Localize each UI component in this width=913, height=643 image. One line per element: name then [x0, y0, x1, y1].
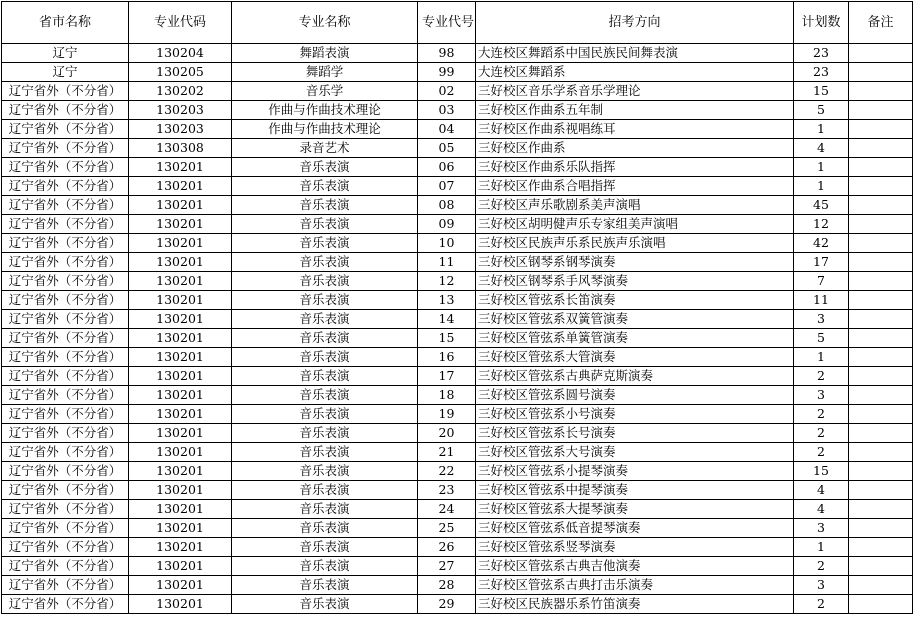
cell-major-name: 音乐表演 — [232, 329, 418, 348]
table-row — [2, 329, 913, 348]
cell-major-id: 24 — [418, 500, 476, 519]
cell-province: 辽宁省外（不分省） — [2, 348, 129, 367]
cell-plan-count: 1 — [794, 120, 849, 139]
cell-direction: 三好校区声乐歌剧系美声演唱 — [476, 196, 794, 215]
cell-remarks — [849, 44, 913, 63]
header-major-name: 专业名称 — [232, 2, 418, 44]
cell-major-id: 09 — [418, 215, 476, 234]
cell-major-name: 作曲与作曲技术理论 — [232, 101, 418, 120]
table-row — [2, 519, 913, 538]
cell-remarks — [849, 196, 913, 215]
cell-plan-count: 1 — [794, 158, 849, 177]
cell-province: 辽宁省外（不分省） — [2, 443, 129, 462]
cell-plan-count: 3 — [794, 310, 849, 329]
cell-major-code: 130205 — [129, 63, 232, 82]
cell-province: 辽宁省外（不分省） — [2, 405, 129, 424]
cell-remarks — [849, 139, 913, 158]
cell-major-code: 130201 — [129, 500, 232, 519]
cell-remarks — [849, 462, 913, 481]
cell-remarks — [849, 405, 913, 424]
cell-plan-count: 23 — [794, 44, 849, 63]
cell-province: 辽宁省外（不分省） — [2, 291, 129, 310]
cell-major-name: 音乐表演 — [232, 158, 418, 177]
cell-major-name: 音乐表演 — [232, 557, 418, 576]
cell-major-code: 130201 — [129, 348, 232, 367]
cell-direction: 三好校区胡明健声乐专家组美声演唱 — [476, 215, 794, 234]
header-province: 省市名称 — [2, 2, 129, 44]
cell-major-name: 音乐表演 — [232, 310, 418, 329]
cell-major-id: 19 — [418, 405, 476, 424]
cell-remarks — [849, 538, 913, 557]
cell-province: 辽宁省外（不分省） — [2, 158, 129, 177]
cell-remarks — [849, 215, 913, 234]
table-row — [2, 196, 913, 215]
cell-province: 辽宁省外（不分省） — [2, 196, 129, 215]
cell-major-name: 音乐表演 — [232, 215, 418, 234]
cell-direction: 三好校区管弦系单簧管演奏 — [476, 329, 794, 348]
cell-direction: 三好校区民族器乐系竹笛演奏 — [476, 595, 794, 614]
cell-major-id: 07 — [418, 177, 476, 196]
cell-major-name: 音乐表演 — [232, 500, 418, 519]
cell-province: 辽宁省外（不分省） — [2, 329, 129, 348]
cell-major-code: 130201 — [129, 519, 232, 538]
cell-major-code: 130201 — [129, 158, 232, 177]
cell-remarks — [849, 386, 913, 405]
cell-major-name: 音乐表演 — [232, 367, 418, 386]
cell-major-name: 音乐表演 — [232, 519, 418, 538]
cell-direction: 三好校区钢琴系钢琴演奏 — [476, 253, 794, 272]
cell-major-code: 130201 — [129, 576, 232, 595]
cell-major-code: 130201 — [129, 424, 232, 443]
cell-remarks — [849, 253, 913, 272]
cell-direction: 三好校区作曲系合唱指挥 — [476, 177, 794, 196]
cell-plan-count: 17 — [794, 253, 849, 272]
table-row — [2, 291, 913, 310]
cell-plan-count: 2 — [794, 424, 849, 443]
cell-plan-count: 2 — [794, 367, 849, 386]
cell-plan-count: 11 — [794, 291, 849, 310]
cell-remarks — [849, 481, 913, 500]
cell-major-code: 130201 — [129, 386, 232, 405]
cell-major-name: 音乐表演 — [232, 234, 418, 253]
cell-direction: 大连校区舞蹈系 — [476, 63, 794, 82]
cell-plan-count: 1 — [794, 538, 849, 557]
cell-remarks — [849, 63, 913, 82]
table-row — [2, 367, 913, 386]
cell-province: 辽宁省外（不分省） — [2, 101, 129, 120]
cell-major-name: 音乐表演 — [232, 272, 418, 291]
table-row — [2, 82, 913, 101]
cell-major-id: 15 — [418, 329, 476, 348]
cell-major-code: 130201 — [129, 595, 232, 614]
table-row — [2, 443, 913, 462]
cell-province: 辽宁省外（不分省） — [2, 215, 129, 234]
cell-major-name: 音乐表演 — [232, 177, 418, 196]
cell-direction: 三好校区管弦系低音提琴演奏 — [476, 519, 794, 538]
cell-direction: 三好校区作曲系乐队指挥 — [476, 158, 794, 177]
table-row — [2, 310, 913, 329]
cell-major-code: 130201 — [129, 291, 232, 310]
cell-plan-count: 2 — [794, 443, 849, 462]
cell-major-id: 99 — [418, 63, 476, 82]
table-row — [2, 576, 913, 595]
cell-direction: 三好校区管弦系古典打击乐演奏 — [476, 576, 794, 595]
cell-province: 辽宁省外（不分省） — [2, 576, 129, 595]
cell-remarks — [849, 310, 913, 329]
cell-direction: 三好校区作曲系五年制 — [476, 101, 794, 120]
table-row — [2, 424, 913, 443]
cell-major-name: 音乐表演 — [232, 348, 418, 367]
cell-major-code: 130201 — [129, 538, 232, 557]
cell-plan-count: 2 — [794, 595, 849, 614]
cell-major-id: 11 — [418, 253, 476, 272]
cell-major-code: 130202 — [129, 82, 232, 101]
cell-plan-count: 2 — [794, 557, 849, 576]
header-plan-count: 计划数 — [794, 2, 849, 44]
cell-direction: 三好校区钢琴系手风琴演奏 — [476, 272, 794, 291]
cell-direction: 三好校区管弦系圆号演奏 — [476, 386, 794, 405]
cell-remarks — [849, 424, 913, 443]
table-row — [2, 462, 913, 481]
enrollment-plan-table — [1, 1, 913, 614]
cell-remarks — [849, 443, 913, 462]
cell-plan-count: 3 — [794, 519, 849, 538]
cell-province: 辽宁省外（不分省） — [2, 462, 129, 481]
cell-direction: 三好校区管弦系中提琴演奏 — [476, 481, 794, 500]
cell-province: 辽宁省外（不分省） — [2, 120, 129, 139]
table-row — [2, 101, 913, 120]
table-row — [2, 234, 913, 253]
cell-major-name: 音乐表演 — [232, 538, 418, 557]
table-row — [2, 500, 913, 519]
cell-direction: 三好校区管弦系古典萨克斯演奏 — [476, 367, 794, 386]
cell-plan-count: 23 — [794, 63, 849, 82]
cell-major-code: 130203 — [129, 101, 232, 120]
cell-major-id: 18 — [418, 386, 476, 405]
cell-major-id: 27 — [418, 557, 476, 576]
cell-major-id: 98 — [418, 44, 476, 63]
cell-plan-count: 12 — [794, 215, 849, 234]
cell-province: 辽宁省外（不分省） — [2, 82, 129, 101]
cell-remarks — [849, 291, 913, 310]
cell-remarks — [849, 158, 913, 177]
cell-major-name: 音乐表演 — [232, 424, 418, 443]
cell-direction: 三好校区管弦系长笛演奏 — [476, 291, 794, 310]
cell-remarks — [849, 234, 913, 253]
cell-major-code: 130201 — [129, 196, 232, 215]
cell-major-code: 130201 — [129, 462, 232, 481]
cell-major-name: 音乐表演 — [232, 595, 418, 614]
cell-major-code: 130201 — [129, 272, 232, 291]
cell-major-name: 音乐表演 — [232, 386, 418, 405]
cell-major-code: 130201 — [129, 215, 232, 234]
cell-major-name: 音乐表演 — [232, 196, 418, 215]
cell-major-id: 13 — [418, 291, 476, 310]
cell-province: 辽宁省外（不分省） — [2, 310, 129, 329]
cell-major-name: 音乐表演 — [232, 576, 418, 595]
cell-plan-count: 45 — [794, 196, 849, 215]
cell-plan-count: 4 — [794, 481, 849, 500]
table-row — [2, 120, 913, 139]
cell-remarks — [849, 576, 913, 595]
cell-major-name: 舞蹈学 — [232, 63, 418, 82]
cell-major-code: 130201 — [129, 177, 232, 196]
cell-direction: 三好校区管弦系小提琴演奏 — [476, 462, 794, 481]
cell-province: 辽宁省外（不分省） — [2, 424, 129, 443]
cell-province: 辽宁省外（不分省） — [2, 595, 129, 614]
cell-major-code: 130201 — [129, 329, 232, 348]
cell-major-code: 130203 — [129, 120, 232, 139]
cell-major-code: 130201 — [129, 367, 232, 386]
table-row — [2, 139, 913, 158]
cell-major-code: 130201 — [129, 557, 232, 576]
table-row — [2, 158, 913, 177]
cell-direction: 三好校区管弦系大提琴演奏 — [476, 500, 794, 519]
cell-remarks — [849, 120, 913, 139]
cell-direction: 三好校区管弦系大号演奏 — [476, 443, 794, 462]
cell-direction: 三好校区民族声乐系民族声乐演唱 — [476, 234, 794, 253]
cell-province: 辽宁省外（不分省） — [2, 367, 129, 386]
cell-plan-count: 3 — [794, 576, 849, 595]
cell-remarks — [849, 348, 913, 367]
cell-major-name: 录音艺术 — [232, 139, 418, 158]
cell-major-code: 130308 — [129, 139, 232, 158]
cell-plan-count: 4 — [794, 500, 849, 519]
cell-plan-count: 1 — [794, 348, 849, 367]
cell-direction: 三好校区管弦系小号演奏 — [476, 405, 794, 424]
cell-province: 辽宁省外（不分省） — [2, 500, 129, 519]
cell-direction: 三好校区管弦系双簧管演奏 — [476, 310, 794, 329]
cell-major-id: 25 — [418, 519, 476, 538]
header-row — [2, 2, 913, 44]
cell-major-id: 14 — [418, 310, 476, 329]
cell-remarks — [849, 272, 913, 291]
cell-plan-count: 3 — [794, 386, 849, 405]
cell-direction: 三好校区管弦系竖琴演奏 — [476, 538, 794, 557]
cell-plan-count: 15 — [794, 462, 849, 481]
table-row — [2, 215, 913, 234]
cell-province: 辽宁 — [2, 44, 129, 63]
cell-major-code: 130201 — [129, 310, 232, 329]
cell-plan-count: 1 — [794, 177, 849, 196]
cell-remarks — [849, 557, 913, 576]
cell-major-name: 音乐表演 — [232, 291, 418, 310]
cell-major-name: 音乐学 — [232, 82, 418, 101]
cell-major-name: 作曲与作曲技术理论 — [232, 120, 418, 139]
cell-remarks — [849, 82, 913, 101]
cell-major-id: 06 — [418, 158, 476, 177]
table-row — [2, 44, 913, 63]
cell-plan-count: 5 — [794, 329, 849, 348]
table-row — [2, 177, 913, 196]
cell-province: 辽宁省外（不分省） — [2, 481, 129, 500]
cell-province: 辽宁省外（不分省） — [2, 139, 129, 158]
cell-remarks — [849, 101, 913, 120]
table-row — [2, 63, 913, 82]
cell-province: 辽宁 — [2, 63, 129, 82]
cell-direction: 三好校区作曲系 — [476, 139, 794, 158]
cell-major-name: 音乐表演 — [232, 481, 418, 500]
cell-direction: 三好校区管弦系长号演奏 — [476, 424, 794, 443]
cell-major-id: 08 — [418, 196, 476, 215]
table-row — [2, 538, 913, 557]
cell-remarks — [849, 519, 913, 538]
cell-major-id: 02 — [418, 82, 476, 101]
cell-plan-count: 2 — [794, 405, 849, 424]
cell-plan-count: 5 — [794, 101, 849, 120]
cell-direction: 三好校区管弦系古典吉他演奏 — [476, 557, 794, 576]
header-major-id: 专业代号 — [418, 2, 476, 44]
cell-major-code: 130201 — [129, 405, 232, 424]
cell-major-id: 16 — [418, 348, 476, 367]
cell-major-code: 130201 — [129, 443, 232, 462]
cell-major-id: 04 — [418, 120, 476, 139]
cell-major-id: 29 — [418, 595, 476, 614]
cell-major-id: 03 — [418, 101, 476, 120]
cell-major-code: 130204 — [129, 44, 232, 63]
cell-plan-count: 42 — [794, 234, 849, 253]
cell-major-id: 05 — [418, 139, 476, 158]
cell-province: 辽宁省外（不分省） — [2, 538, 129, 557]
cell-major-id: 12 — [418, 272, 476, 291]
cell-province: 辽宁省外（不分省） — [2, 557, 129, 576]
cell-remarks — [849, 500, 913, 519]
header-direction: 招考方向 — [476, 2, 794, 44]
cell-major-id: 21 — [418, 443, 476, 462]
cell-major-name: 舞蹈表演 — [232, 44, 418, 63]
table-row — [2, 272, 913, 291]
table-row — [2, 405, 913, 424]
cell-plan-count: 15 — [794, 82, 849, 101]
table-row — [2, 386, 913, 405]
cell-remarks — [849, 367, 913, 386]
cell-province: 辽宁省外（不分省） — [2, 386, 129, 405]
table-row — [2, 595, 913, 614]
header-remarks: 备注 — [849, 2, 913, 44]
table-row — [2, 557, 913, 576]
cell-major-id: 17 — [418, 367, 476, 386]
cell-province: 辽宁省外（不分省） — [2, 234, 129, 253]
cell-major-id: 28 — [418, 576, 476, 595]
cell-province: 辽宁省外（不分省） — [2, 272, 129, 291]
cell-remarks — [849, 595, 913, 614]
cell-major-name: 音乐表演 — [232, 405, 418, 424]
cell-major-id: 26 — [418, 538, 476, 557]
table-row — [2, 253, 913, 272]
cell-direction: 三好校区音乐学系音乐学理论 — [476, 82, 794, 101]
cell-major-code: 130201 — [129, 481, 232, 500]
cell-major-name: 音乐表演 — [232, 443, 418, 462]
cell-plan-count: 7 — [794, 272, 849, 291]
cell-major-name: 音乐表演 — [232, 253, 418, 272]
cell-major-id: 23 — [418, 481, 476, 500]
cell-major-name: 音乐表演 — [232, 462, 418, 481]
table-row — [2, 481, 913, 500]
cell-major-id: 20 — [418, 424, 476, 443]
cell-direction: 三好校区作曲系视唱练耳 — [476, 120, 794, 139]
cell-major-code: 130201 — [129, 253, 232, 272]
cell-province: 辽宁省外（不分省） — [2, 519, 129, 538]
cell-province: 辽宁省外（不分省） — [2, 253, 129, 272]
table-row — [2, 348, 913, 367]
cell-direction: 三好校区管弦系大管演奏 — [476, 348, 794, 367]
cell-direction: 大连校区舞蹈系中国民族民间舞表演 — [476, 44, 794, 63]
cell-major-id: 22 — [418, 462, 476, 481]
cell-remarks — [849, 329, 913, 348]
cell-province: 辽宁省外（不分省） — [2, 177, 129, 196]
cell-major-id: 10 — [418, 234, 476, 253]
cell-plan-count: 4 — [794, 139, 849, 158]
header-major-code: 专业代码 — [129, 2, 232, 44]
cell-remarks — [849, 177, 913, 196]
cell-major-code: 130201 — [129, 234, 232, 253]
